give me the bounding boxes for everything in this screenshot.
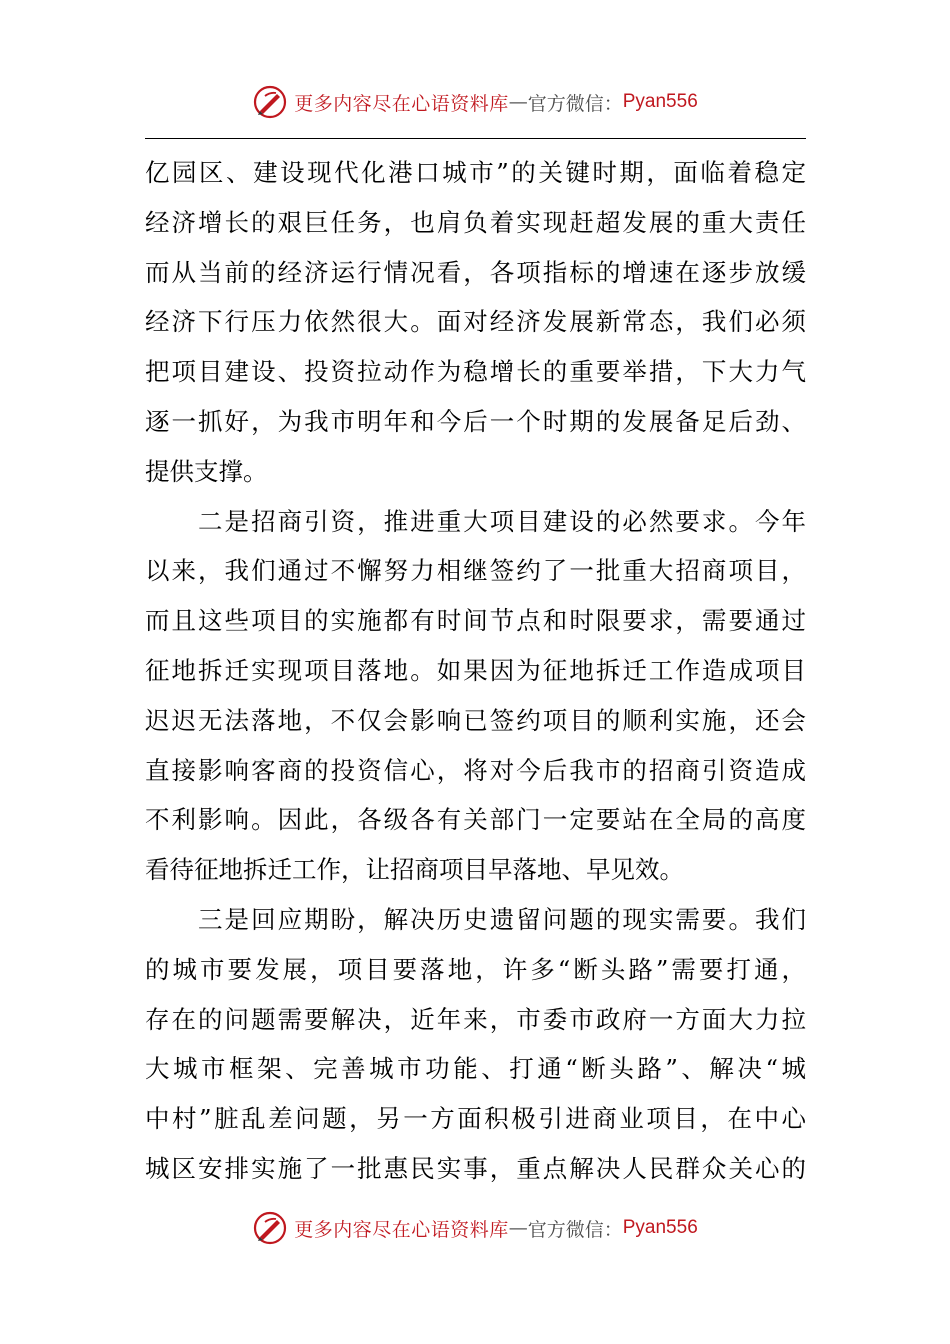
- body-line: 经济下行压力依然很大。面对经济发展新常态，我们必须: [145, 307, 806, 337]
- header-wechat-id: Pyan556: [622, 91, 698, 112]
- body-line: 大城市框架、完善城市功能、打通“断头路”、解决“城: [145, 1054, 806, 1084]
- document-body: [145, 148, 806, 1194]
- body-line: 看待征地拆迁工作，让招商项目早落地、早见效。: [145, 855, 684, 885]
- footer-brand-text: 更多内容尽在心语资料库: [294, 1218, 509, 1241]
- footer-wechat-id: Pyan556: [622, 1217, 698, 1238]
- pen-logo-icon: [252, 84, 288, 120]
- body-line: 二是招商引资，推进重大项目建设的必然要求。今年: [145, 506, 806, 536]
- body-line: 迟迟无法落地，不仅会影响已签约项目的顺利实施，还会: [145, 705, 806, 735]
- header-divider: [145, 138, 806, 139]
- footer-banner: [0, 1208, 950, 1248]
- body-line: 以来，我们通过不懈努力相继签约了一批重大招商项目，: [145, 556, 806, 586]
- body-line: 把项目建设、投资拉动作为稳增长的重要举措，下大力气: [145, 357, 806, 387]
- body-line: 经济增长的艰巨任务，也肩负着实现赶超发展的重大责任: [145, 207, 806, 237]
- footer-dash: —: [508, 1217, 528, 1239]
- body-line: 存在的问题需要解决，近年来，市委市政府一方面大力拉: [145, 1004, 806, 1034]
- body-line: 逐一抓好，为我市明年和今后一个时期的发展备足后劲、: [145, 406, 806, 436]
- body-line: 的城市要发展，项目要落地，许多“断头路”需要打通，: [145, 954, 806, 984]
- header-banner: [0, 82, 950, 122]
- header-brand-text: 更多内容尽在心语资料库: [294, 92, 509, 115]
- body-line: 而从当前的经济运行情况看，各项指标的增速在逐步放缓: [145, 257, 806, 287]
- header-dash: —: [508, 91, 528, 113]
- body-line: 亿园区、建设现代化港口城市”的关键时期，面临着稳定: [145, 158, 806, 187]
- pen-logo-icon: [252, 1210, 288, 1246]
- footer-wechat-label: 官方微信：: [527, 1218, 623, 1241]
- body-line: 城区安排实施了一批惠民实事，重点解决人民群众关心的: [145, 1153, 806, 1183]
- body-line: 不利影响。因此，各级各有关部门一定要站在全局的高度: [145, 805, 806, 835]
- body-line: 而且这些项目的实施都有时间节点和时限要求，需要通过: [145, 606, 806, 636]
- body-line: 提供支撑。: [145, 456, 268, 486]
- body-line: 征地拆迁实现项目落地。如果因为征地拆迁工作造成项目: [145, 655, 806, 685]
- body-line: 中村”脏乱差问题，另一方面积极引进商业项目，在中心: [145, 1104, 806, 1134]
- header-wechat-label: 官方微信：: [527, 92, 623, 115]
- body-line: 直接影响客商的投资信心，将对今后我市的招商引资造成: [145, 755, 806, 785]
- body-line: 三是回应期盼，解决历史遗留问题的现实需要。我们: [145, 904, 806, 934]
